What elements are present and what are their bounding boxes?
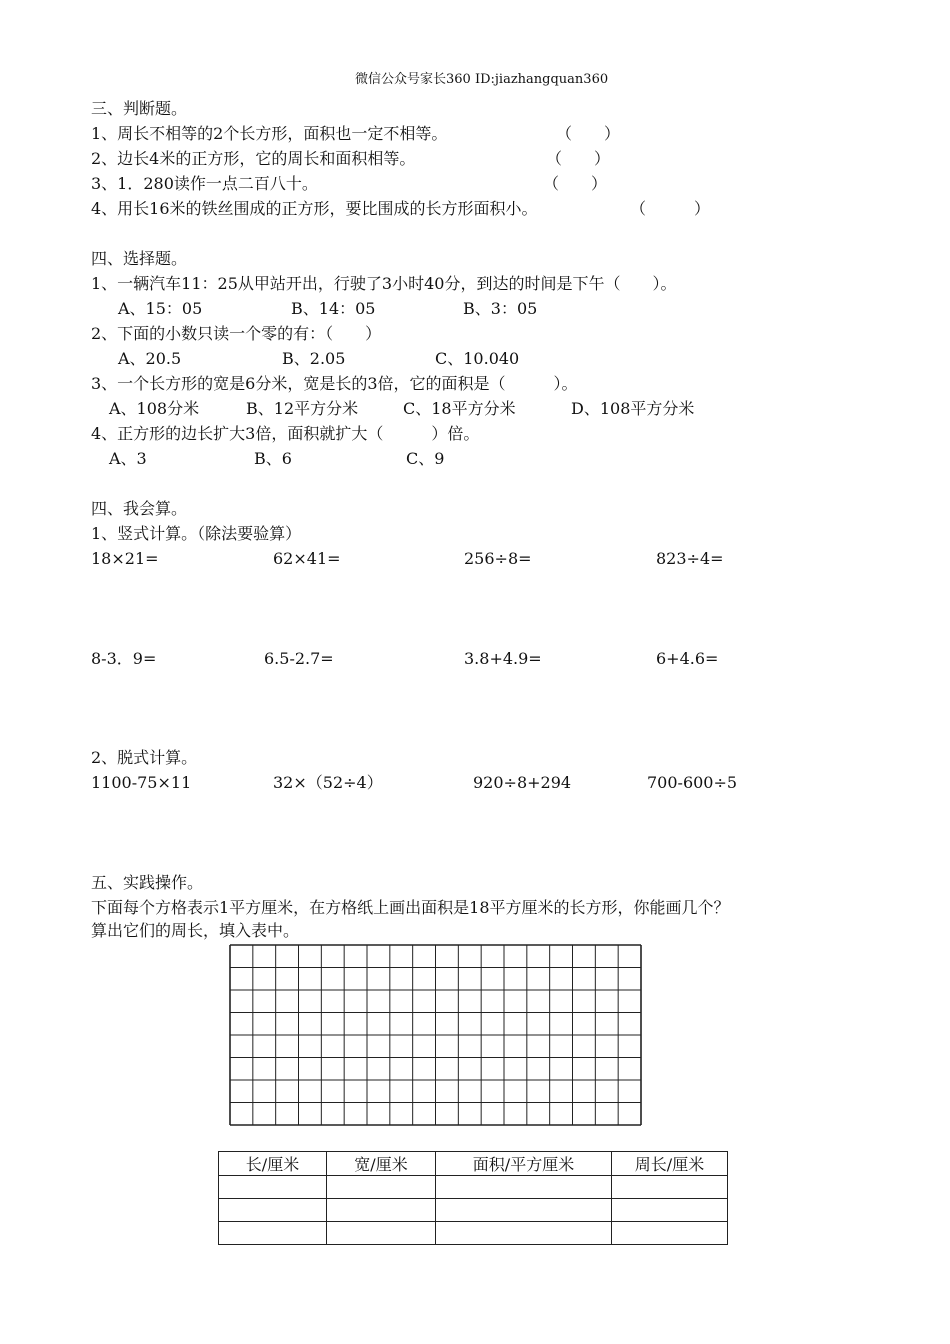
table-row — [219, 1222, 728, 1245]
choice-question-2: 2、下面的小数只读一个零的有：（ ） — [91, 324, 382, 343]
vertical-calc-title: 1、竖式计算。（除法要验算） — [91, 524, 302, 543]
table-row — [219, 1176, 728, 1199]
table-cell[interactable] — [327, 1176, 436, 1199]
square-grid-paper[interactable] — [229, 944, 642, 1126]
table-header-row — [219, 1152, 728, 1176]
judge-answer-blank-4[interactable]: （ ） — [630, 199, 711, 218]
step-calc-title: 2、脱式计算。 — [91, 748, 198, 767]
choice-option[interactable]: A、108分米 — [109, 399, 200, 418]
choice-section-title: 四、选择题。 — [91, 249, 188, 268]
judge-answer-blank-1[interactable]: （ ） — [556, 124, 621, 143]
calc-problem: 62×41= — [273, 549, 341, 568]
choice-option[interactable]: B、2.05 — [282, 349, 346, 368]
calc-problem: 32×（52÷4） — [273, 773, 383, 792]
calc-problem: 6.5-2.7= — [264, 649, 334, 668]
choice-option[interactable]: A、20.5 — [118, 349, 182, 368]
judge-answer-blank-2[interactable]: （ ） — [546, 149, 611, 168]
calc-problem: 8-3．9= — [91, 649, 157, 668]
grid-drawing[interactable] — [229, 944, 642, 1126]
table-cell[interactable] — [219, 1199, 327, 1222]
judge-section-title: 三、判断题。 — [91, 99, 188, 118]
calc-section-title: 四、我会算。 — [91, 499, 188, 518]
table-header-length: 长/厘米 — [219, 1152, 327, 1176]
table-cell[interactable] — [327, 1199, 436, 1222]
judge-item-2: 2、边长4米的正方形，它的周长和面积相等。 — [91, 149, 416, 168]
table-header-perimeter: 周长/厘米 — [612, 1152, 728, 1176]
choice-option[interactable]: B、12平方分米 — [246, 399, 359, 418]
choice-option[interactable]: C、10.040 — [435, 349, 520, 368]
calc-problem: 256÷8= — [464, 549, 532, 568]
choice-option[interactable]: A、3 — [109, 449, 147, 468]
table-row — [219, 1199, 728, 1222]
choice-option[interactable]: A、15：05 — [118, 299, 203, 318]
table-cell[interactable] — [612, 1222, 728, 1245]
table-header-width: 宽/厘米 — [327, 1152, 436, 1176]
choice-option[interactable]: C、9 — [406, 449, 445, 468]
calc-problem: 6+4.6= — [656, 649, 719, 668]
calc-problem: 3.8+4.9= — [464, 649, 542, 668]
judge-item-3: 3、1．280读作一点二百八十。 — [91, 174, 318, 193]
page-header: 微信公众号家长360 ID:jiazhangquan360 — [355, 72, 609, 87]
table-cell[interactable] — [436, 1176, 612, 1199]
answer-table — [218, 1151, 728, 1245]
choice-question-1: 1、一辆汽车11：25从甲站开出，行驶了3小时40分，到达的时间是下午（ ）。 — [91, 274, 677, 293]
judge-item-4: 4、用长16米的铁丝围成的正方形，要比围成的长方形面积小。 — [91, 199, 538, 218]
choice-option[interactable]: B、3：05 — [463, 299, 538, 318]
table-cell[interactable] — [219, 1176, 327, 1199]
calc-problem: 18×21= — [91, 549, 159, 568]
practice-instruction-1: 下面每个方格表示1平方厘米，在方格纸上画出面积是18平方厘米的长方形，你能画几个？ — [91, 898, 730, 917]
judge-item-1: 1、周长不相等的2个长方形，面积也一定不相等。 — [91, 124, 448, 143]
choice-question-4: 4、正方形的边长扩大3倍，面积就扩大（ ）倍。 — [91, 424, 480, 443]
choice-option[interactable]: D、108平方分米 — [571, 399, 695, 418]
table-cell[interactable] — [436, 1199, 612, 1222]
calc-problem: 700-600÷5 — [647, 773, 738, 792]
practice-section-title: 五、实践操作。 — [91, 873, 204, 892]
practice-instruction-2: 算出它们的周长，填入表中。 — [91, 921, 300, 940]
judge-answer-blank-3[interactable]: （ ） — [543, 174, 608, 193]
choice-option[interactable]: B、6 — [254, 449, 292, 468]
choice-option[interactable]: B、14：05 — [291, 299, 376, 318]
calc-problem: 823÷4= — [656, 549, 724, 568]
table-cell[interactable] — [612, 1199, 728, 1222]
table-cell[interactable] — [612, 1176, 728, 1199]
table-header-area: 面积/平方厘米 — [436, 1152, 612, 1176]
table-cell[interactable] — [219, 1222, 327, 1245]
calc-problem: 1100-75×11 — [91, 773, 192, 792]
choice-question-3: 3、一个长方形的宽是6分米，宽是长的3倍，它的面积是（ ）。 — [91, 374, 578, 393]
calc-problem: 920÷8+294 — [473, 773, 572, 792]
choice-option[interactable]: C、18平方分米 — [403, 399, 516, 418]
table-cell[interactable] — [327, 1222, 436, 1245]
table-cell[interactable] — [436, 1222, 612, 1245]
